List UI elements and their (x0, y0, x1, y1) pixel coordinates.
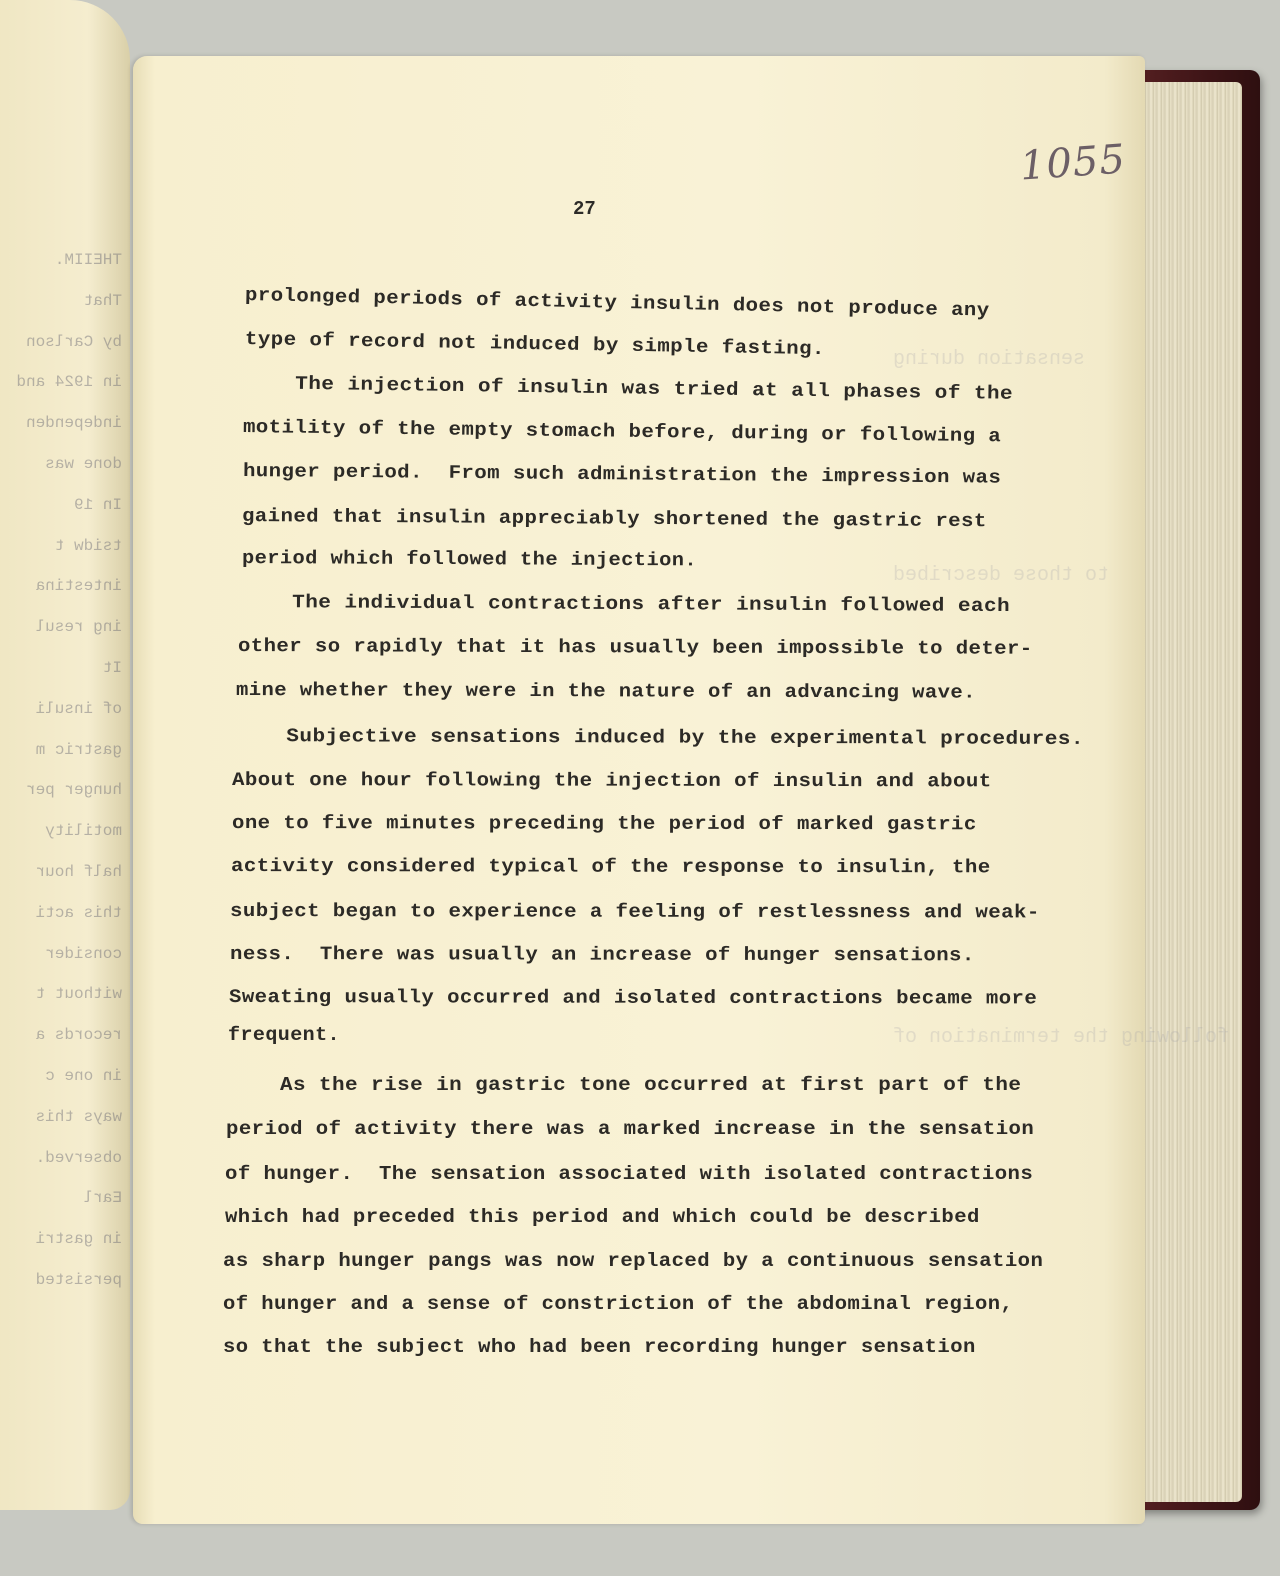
text-line: one to five minutes preceding the period of marked gastric (231, 812, 977, 836)
bleed-through-text: sensation during (893, 348, 1086, 371)
text-line: other so rapidly that it has usually been impossible to deter- (237, 635, 1033, 660)
ghost-line: observed. (35, 1148, 122, 1167)
ghost-line: in gastri (35, 1230, 122, 1249)
ghost-line: It (102, 658, 122, 677)
text-line: Sweating usually occurred and isolated contractions became more (228, 986, 1038, 1010)
text-line: The individual contractions after insulin followed each (239, 591, 1011, 618)
ghost-line: hunger per (25, 781, 122, 800)
handwritten-folio-number: 1055 (1018, 136, 1128, 190)
text-line: period which followed the injection. (241, 547, 698, 572)
left-page (0, 0, 130, 1510)
text-line: As the rise in gastric tone occurred at first part of the (228, 1074, 1022, 1096)
ghost-line: this acti (35, 903, 122, 922)
text-line: hunger period. From such administration the impression was (242, 460, 1002, 489)
text-line: gained that insulin appreciably shortened the gastric rest (241, 505, 987, 533)
ghost-line: motility (45, 822, 122, 841)
bleed-through-text: following the termination of (893, 1026, 1230, 1049)
ghost-line: In 19 (73, 495, 122, 514)
ghost-line: intestina (35, 577, 122, 596)
ghost-line: THEIIM. (54, 251, 122, 269)
ghost-line: in one c (45, 1066, 122, 1085)
text-line: subject began to experience a feeling of restlessness and weak- (229, 900, 1040, 924)
ghost-line: ways this (35, 1107, 122, 1126)
ghost-line: Earl (83, 1189, 122, 1208)
ghost-line: persisted (35, 1270, 122, 1289)
ghost-line: consider (45, 944, 122, 963)
ghost-line: by Carlson (25, 332, 122, 351)
text-line: of hunger. The sensation associated with isolated contractions (225, 1163, 1034, 1185)
page-number: 27 (573, 198, 596, 220)
text-line: so that the subject who had been recording hunger sensation (223, 1336, 976, 1358)
ghost-line: without t (35, 985, 122, 1004)
text-line: frequent. (228, 1024, 340, 1046)
text-line: ness. There was usually an increase of hunger sensations. (229, 943, 975, 967)
text-line: as sharp hunger pangs was now replaced by a continuous sensation (223, 1250, 1044, 1272)
text-line: period of activity there was a marked increase in the sensation (226, 1118, 1035, 1140)
ghost-line: in 1924 and (16, 373, 122, 392)
text-line: About one hour following the injection of insulin and about (231, 769, 992, 793)
ghost-line: done was (45, 454, 122, 473)
ghost-line: tsidw t (54, 536, 122, 555)
ghost-line: independen (25, 414, 122, 433)
ghost-line: half hour (35, 862, 122, 881)
ghost-line: ing resul (35, 618, 122, 637)
text-line: which had preceded this period and which could be described (225, 1206, 980, 1228)
text-line: The injection of insulin was tried at all phases of the (242, 372, 1014, 405)
text-line: motility of the empty stomach before, during or following a (242, 416, 1002, 448)
ghost-line: gastric m (35, 740, 122, 759)
text-line: type of record not induced by simple fasting. (244, 328, 826, 361)
text-line: activity considered typical of the response to insulin, the (230, 855, 991, 879)
text-line: Subjective sensations induced by the experimental procedures. (233, 725, 1085, 750)
text-line: prolonged periods of activity insulin does not produce any (244, 284, 990, 322)
ghost-line: records a (35, 1026, 122, 1045)
bleed-through-text: to those described (893, 564, 1110, 587)
page-edges (1130, 82, 1242, 1502)
ghost-line: of insuli (35, 699, 122, 718)
ghost-line: That (83, 291, 122, 310)
left-page-mirrored-text (2, 240, 122, 1301)
text-line: of hunger and a sense of constriction of the abdominal region, (223, 1293, 1014, 1315)
text-line: mine whether they were in the nature of an advancing wave. (235, 679, 976, 704)
